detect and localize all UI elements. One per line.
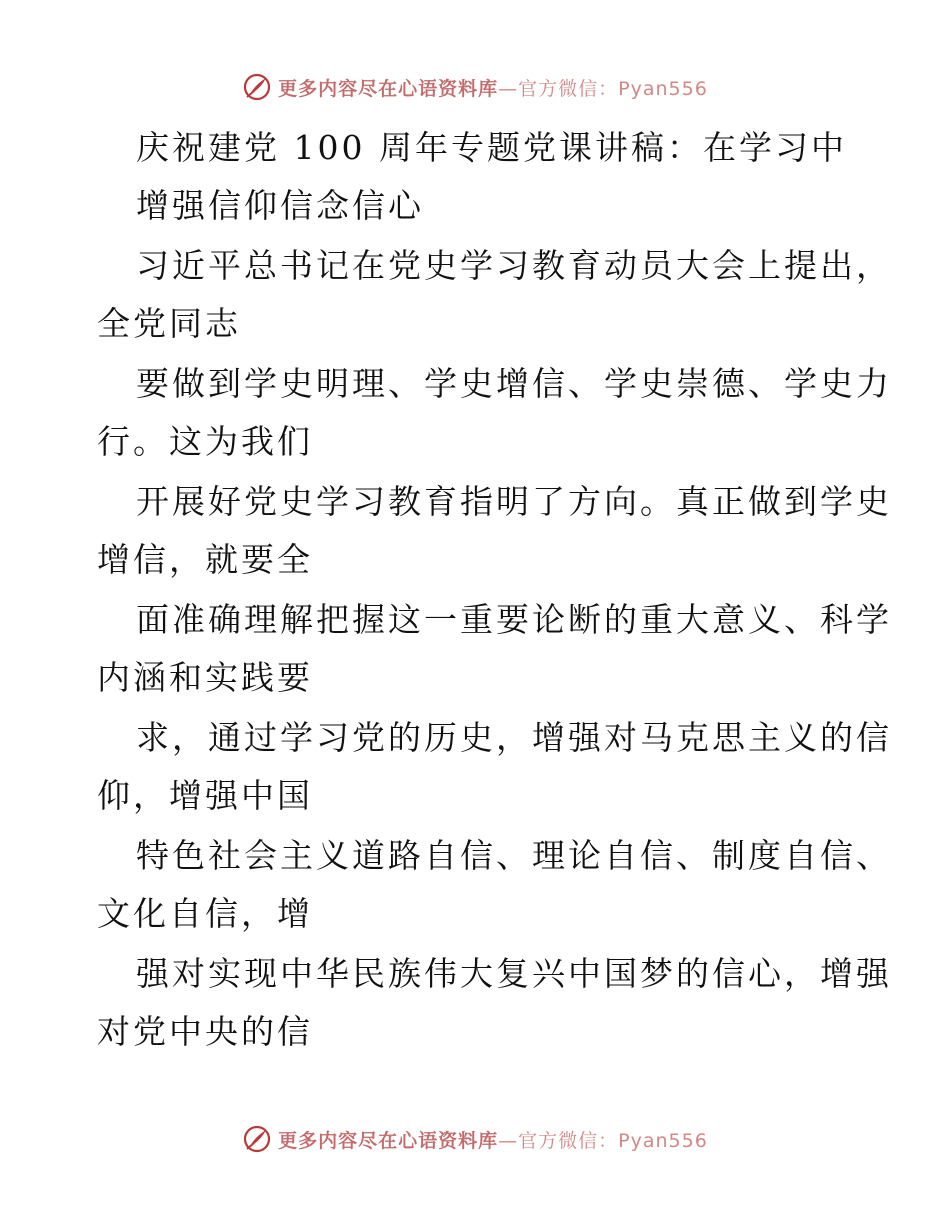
- paragraph-line: 内涵和实践要: [97, 658, 313, 697]
- doc-title-line-2: 增强信仰信念信心: [136, 186, 424, 225]
- banner-sub-text: —官方微信：Pyan556: [498, 77, 708, 100]
- quill-logo-icon: [242, 1124, 272, 1154]
- paragraph-line: 对党中央的信: [97, 1012, 313, 1051]
- quill-logo-icon: [242, 72, 272, 102]
- paragraph-line: 全党同志: [97, 304, 241, 343]
- header-banner: [0, 72, 950, 102]
- footer-banner: [0, 1124, 950, 1154]
- paragraph-line: 开展好党史学习教育指明了方向。真正做到学史: [136, 482, 892, 521]
- paragraph-line: 面准确理解把握这一重要论断的重大意义、科学: [136, 600, 892, 639]
- paragraph-line: 习近平总书记在党史学习教育动员大会上提出，: [136, 246, 892, 285]
- doc-title-line-1: 庆祝建党 100 周年专题党课讲稿：在学习中: [136, 128, 847, 167]
- banner-sub-text: —官方微信：Pyan556: [498, 1129, 708, 1152]
- paragraph-line: 增信，就要全: [97, 540, 313, 579]
- paragraph-line: 行。这为我们: [97, 422, 313, 461]
- banner-main-text: 更多内容尽在心语资料库: [278, 1129, 499, 1152]
- paragraph-line: 强对实现中华民族伟大复兴中国梦的信心，增强: [136, 954, 892, 993]
- paragraph-line: 文化自信，增: [97, 894, 313, 933]
- paragraph-line: 要做到学史明理、学史增信、学史崇德、学史力: [136, 364, 892, 403]
- paragraph-line: 仰，增强中国: [97, 776, 313, 815]
- banner-main-text: 更多内容尽在心语资料库: [278, 77, 499, 100]
- paragraph-line: 特色社会主义道路自信、理论自信、制度自信、: [136, 836, 892, 875]
- paragraph-line: 求，通过学习党的历史，增强对马克思主义的信: [136, 718, 892, 757]
